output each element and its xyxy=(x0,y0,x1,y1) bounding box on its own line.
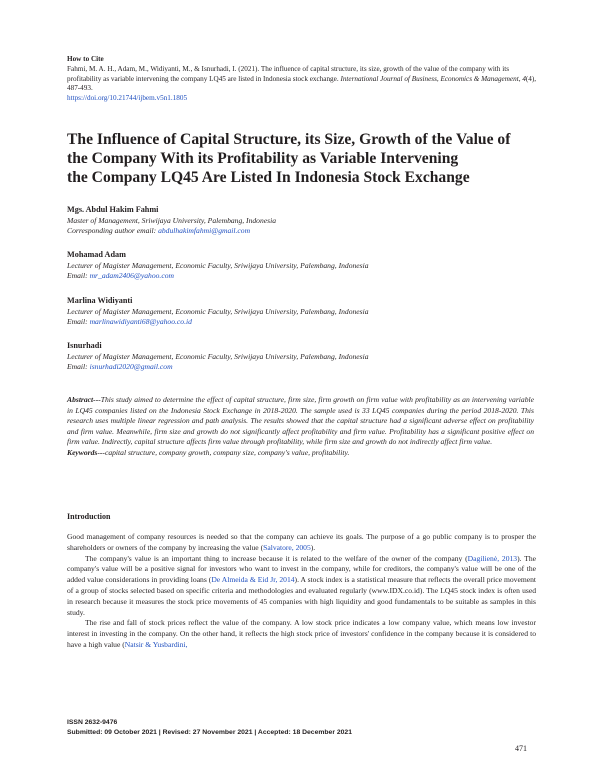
title-line-1: The Influence of Capital Structure, its Size, Growth of the Value of xyxy=(67,131,511,148)
author-email-line xyxy=(67,362,537,373)
email-label: Corresponding author email: xyxy=(67,226,159,236)
author-email-link[interactable]: isnurhadi2020@gmail.com xyxy=(89,362,173,372)
author-block xyxy=(67,296,537,328)
paragraph-text: The rise and fall of stock prices reflect the value of the company. A low stock price indicates a low company value, which means low investor interest in investing in the company. On the other hand, it reflects the high stock price of investors' confidence in the company because it is considered to have a high value ( xyxy=(67,618,536,649)
author-email-link[interactable]: marlinawidiyanti68@yahoo.co.id xyxy=(89,317,192,327)
abstract-body xyxy=(67,395,534,448)
abstract-label: Abstract--- xyxy=(67,395,101,404)
paragraph-text: ). The company's value will be a positive signal for investors who want to invest in the company, while for creditors, the company's value will be one of the added value considerations in providing loans ( xyxy=(67,553,536,585)
author-email-link[interactable]: mr_adam2406@yahoo.com xyxy=(89,271,174,281)
reference-link[interactable]: Salvatore, 2005 xyxy=(263,542,311,552)
author-email-line xyxy=(67,226,537,237)
author-affiliation: Lecturer of Magister Management, Economic Faculty, Sriwijaya University, Palembang, Indonesia xyxy=(67,306,369,316)
author-affiliation: Lecturer of Magister Management, Economic Faculty, Sriwijaya University, Palembang, Indonesia xyxy=(67,260,369,270)
paragraph-text: Good management of company resources is needed so that the company can achieve its goals. The purpose of a go public company is to prosper the shareholders or owners of the company by increasing the value ( xyxy=(67,532,536,552)
citation-doi-link[interactable]: https://doi.org/10.21744/ijbem.v5n1.1805 xyxy=(67,94,188,103)
author-name: Mgs. Abdul Hakim Fahmi xyxy=(67,205,159,214)
paragraph-text: ). xyxy=(310,542,316,552)
introduction-body xyxy=(67,532,536,651)
author-email-line xyxy=(67,271,537,282)
author-affiliation: Lecturer of Magister Management, Economic Faculty, Sriwijaya University, Palembang, Indonesia xyxy=(67,351,369,361)
abstract-text: This study aimed to determine the effect of capital structure, firm size, firm growth on firm value with profitability as an intervening variable in LQ45 companies listed on the Indonesia Stock Exchange in 2018-2020. The sample used is 33 LQ45 companies during the period 2018-2020. This research uses multiple linear regression and path analysis. The results showed that the capital structure had a significant adverse effect on profitability and firm value. Meanwhile, firm size and growth do not significantly affect profitability and firm value. Profitability has a significant positive effect on firm value. Indirectly, capital structure affects firm value through profitability, while firm size and growth do not indirectly affect firm value. xyxy=(67,395,534,447)
citation-authors-title: Fahmi, M. A. H., Adam, M., Widiyanti, M., & Isnurhadi, I. (2021). The influence of capital structure, its size, growth of the value of the company with its profitability as variable intervening the company LQ45 are listed in Indonesia stock exchange. xyxy=(67,64,509,83)
abstract xyxy=(67,395,534,459)
reference-link[interactable]: Natsir & Yusbardini, xyxy=(124,639,188,649)
reference-link[interactable]: De Almeida & Eid Jr, 2014 xyxy=(211,575,295,585)
author-name: Marlina Widiyanti xyxy=(67,296,133,305)
citation-issue-pages: (4), 487-493. xyxy=(67,74,537,93)
keywords-line xyxy=(67,448,534,459)
issn: ISSN 2632-9476 xyxy=(67,719,118,726)
author-block xyxy=(67,205,537,237)
footer xyxy=(67,718,537,737)
how-to-cite-heading: How to Cite xyxy=(67,55,104,63)
paragraph xyxy=(67,618,536,650)
paper-title xyxy=(67,130,537,187)
reference-link[interactable]: Dagilienė, 2013 xyxy=(467,553,518,563)
page-number: 471 xyxy=(515,744,527,753)
paragraph-text: ). A stock index is a statistical measure that reflects the overall price movement of a group of stocks selected based on specific criteria and methodologies and evaluated regularly (www.IDX.co.id). The LQ45 stock index is often used in research because it measures the stock price movements of 45 companies with high liquidity and good fundamentals to be suitable as samples in this study. xyxy=(67,575,537,617)
citation-sep: , xyxy=(518,74,523,83)
how-to-cite-block xyxy=(67,55,537,104)
keywords-label: Keywords--- xyxy=(67,447,105,457)
paragraph-text: The company's value is an important thing to increase because it is related to the welfare of the owner of the company ( xyxy=(85,553,468,563)
author-affiliation: Master of Management, Sriwijaya University, Palembang, Indonesia xyxy=(67,215,277,225)
title-line-2: the Company With its Profitability as Variable Intervening xyxy=(67,150,459,167)
author-name: Mohamad Adam xyxy=(67,250,126,259)
title-line-3: the Company LQ45 Are Listed In Indonesia Stock Exchange xyxy=(67,169,470,186)
keywords-text: capital structure, company growth, company size, company's value, profitability. xyxy=(104,447,350,457)
citation-volume: 4 xyxy=(522,74,526,83)
email-label: Email: xyxy=(67,271,90,281)
email-label: Email: xyxy=(67,317,90,327)
author-block xyxy=(67,250,537,282)
paragraph xyxy=(67,554,536,619)
author-email-link[interactable]: abdulhakimfahmi@gmail.com xyxy=(158,226,251,236)
author-email-line xyxy=(67,317,537,328)
citation-text xyxy=(67,65,537,94)
email-label: Email: xyxy=(67,362,90,372)
paragraph xyxy=(67,532,536,554)
submission-dates: Submitted: 09 October 2021 | Revised: 27 November 2021 | Accepted: 18 December 2021 xyxy=(67,728,352,736)
citation-journal: International Journal of Business, Economics & Management xyxy=(340,74,519,83)
author-block xyxy=(67,341,537,373)
author-name: Isnurhadi xyxy=(67,341,102,350)
introduction-heading: Introduction xyxy=(67,512,111,521)
